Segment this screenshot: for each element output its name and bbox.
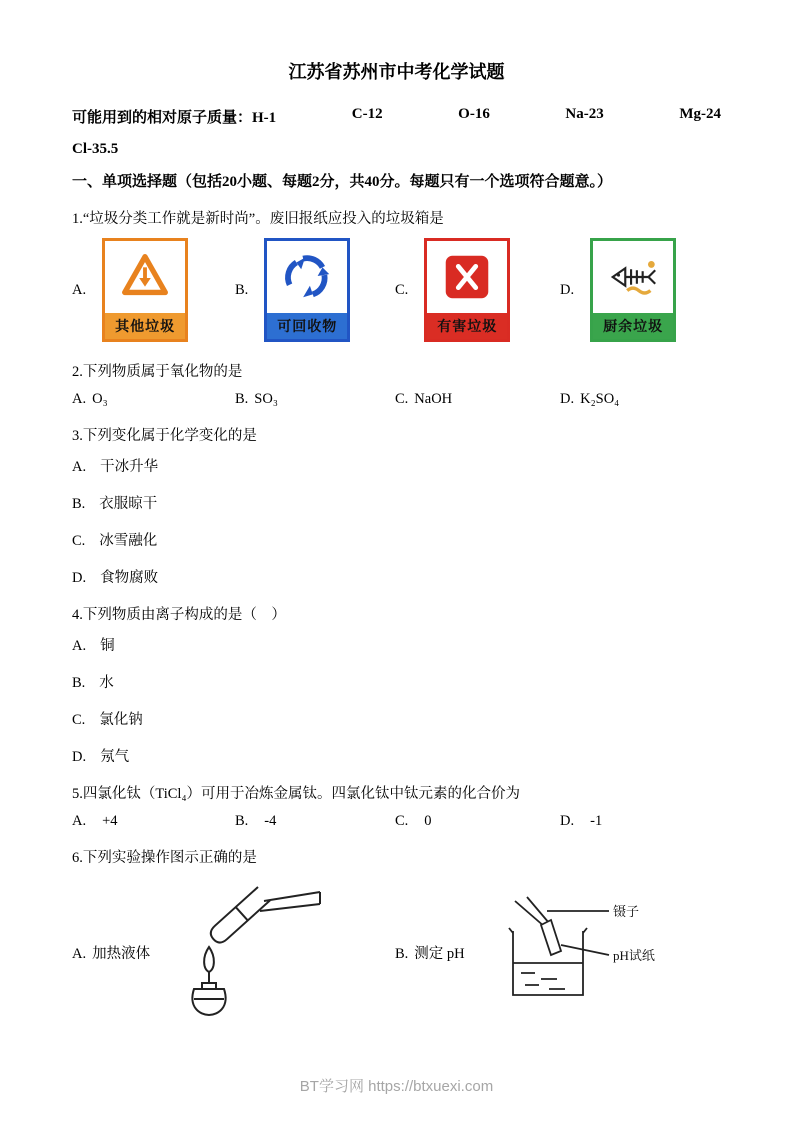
kitchen-waste-bin-image: [590, 238, 676, 342]
q1-option-a: [72, 238, 235, 342]
q4-option-a: [72, 634, 721, 655]
option-text: +4: [102, 813, 118, 829]
option-letter: D.: [72, 570, 87, 586]
option-text: O₃: [92, 391, 108, 407]
q4-option-b: [72, 671, 721, 692]
q6-option-b: [395, 877, 690, 1027]
option-letter: D.: [560, 391, 575, 407]
bin-label: 其他垃圾: [105, 313, 185, 339]
question-2-stem: 2.下列物质属于氧化物的是: [72, 364, 243, 380]
option-letter: B.: [72, 496, 86, 512]
question-4-stem: 4.下列物质由离子构成的是（ ）: [72, 607, 286, 623]
atomic-mass-cl: Cl-35.5: [72, 141, 119, 157]
atomic-mass-mg: Mg-24: [679, 106, 721, 122]
hazardous-waste-icon: [427, 241, 507, 313]
atomic-mass-o: O-16: [458, 106, 490, 122]
question-5-stem: 5.四氯化钛（TiCl₄）可用于冶炼金属钛。四氯化钛中钛元素的化合价为: [72, 786, 521, 802]
option-letter: B.: [235, 391, 249, 407]
bin-label: 可回收物: [267, 313, 347, 339]
recycle-icon: [267, 241, 347, 313]
option-text: NaOH: [414, 391, 453, 407]
tweezers-label: 镊子: [612, 903, 639, 919]
atomic-masses-line: [72, 106, 721, 127]
option-letter: C.: [395, 391, 409, 407]
q3-option-a: [72, 455, 721, 476]
recyclable-bin-image: [264, 238, 350, 342]
question-6-stem: 6.下列实验操作图示正确的是: [72, 850, 257, 866]
bin-label: 厨余垃圾: [593, 313, 673, 339]
q3-option-c: [72, 529, 721, 550]
q2-option-c: [395, 391, 560, 408]
atomic-mass-na: Na-23: [565, 106, 604, 122]
option-letter: A.: [72, 638, 87, 654]
option-letter: A.: [72, 391, 87, 407]
other-waste-icon: [105, 241, 185, 313]
option-letter: C.: [395, 813, 409, 829]
option-letter: D.: [560, 813, 575, 829]
other-waste-bin-image: [102, 238, 188, 342]
bin-label: 有害垃圾: [427, 313, 507, 339]
q6-option-b-label: [395, 942, 465, 963]
q6-option-a-label: [72, 942, 150, 963]
question-1-stem: 1.“垃圾分类工作就是新时尚”。废旧报纸应投入的垃圾箱是: [72, 211, 444, 227]
q1-option-c: [395, 238, 560, 342]
q3-option-b: [72, 492, 721, 513]
q1-option-b: [235, 238, 395, 342]
option-text: 衣服晾干: [99, 496, 158, 512]
watermark-link[interactable]: BT学习网 https://btxuexi.com: [299, 1078, 494, 1095]
ph-test-figure: [475, 895, 690, 1010]
option-text: 氯化钠: [99, 712, 143, 728]
q1-option-d: [560, 238, 721, 342]
option-letter: B.: [235, 281, 249, 298]
option-letter: A.: [72, 459, 87, 475]
option-text: 加热液体: [92, 945, 151, 962]
option-text: 氖气: [100, 749, 130, 765]
q5-option-d: [560, 813, 721, 830]
section-heading: 一、单项选择题（包括20小题、每题2分，共40分。每题只有一个选项符合题意。）: [72, 174, 613, 190]
question-1-options: [72, 238, 721, 342]
question-4-options: [72, 634, 721, 766]
question-3-options: [72, 455, 721, 587]
atomic-masses-prefix: 可能用到的相对原子质量：: [72, 110, 253, 126]
option-letter: A.: [72, 813, 87, 829]
q3-option-d: [72, 566, 721, 587]
q5-option-b: [235, 813, 395, 830]
q5-option-a: [72, 813, 235, 830]
option-text: 测定 pH: [414, 945, 465, 962]
option-letter: B.: [72, 675, 86, 691]
question-5-options: [72, 813, 721, 830]
hazardous-waste-bin-image: [424, 238, 510, 342]
page-title: 江苏省苏州市中考化学试题: [288, 62, 505, 82]
option-text: 冰雪融化: [99, 533, 158, 549]
q5-option-c: [395, 813, 560, 830]
option-text: 0: [424, 813, 432, 829]
ph-paper-label: pH试纸: [612, 947, 655, 963]
option-text: 水: [99, 675, 114, 691]
option-letter: B.: [395, 945, 409, 962]
option-text: 铜: [100, 638, 115, 654]
option-text: -4: [264, 813, 277, 829]
option-letter: A.: [72, 945, 87, 962]
option-letter: C.: [395, 281, 409, 298]
q2-option-b: [235, 391, 395, 408]
option-text: 食物腐败: [100, 570, 159, 586]
question-6-figures: [72, 877, 721, 1027]
option-text: -1: [590, 813, 603, 829]
q2-option-d: [560, 391, 721, 408]
atomic-mass-c: C-12: [351, 106, 383, 122]
option-text: SO₃: [254, 391, 278, 407]
heating-liquid-figure: [160, 877, 335, 1027]
option-letter: C.: [72, 712, 86, 728]
option-text: 干冰升华: [100, 459, 159, 475]
question-3-stem: 3.下列变化属于化学变化的是: [72, 428, 257, 444]
q2-option-a: [72, 391, 235, 408]
fish-bone-icon: [593, 241, 673, 313]
question-2-options: [72, 391, 721, 408]
q6-option-a: [72, 877, 395, 1027]
option-letter: D.: [72, 749, 87, 765]
option-letter: A.: [72, 281, 87, 298]
atomic-mass-h: H-1: [252, 110, 277, 126]
option-text: K₂SO₄: [580, 391, 620, 407]
q4-option-d: [72, 745, 721, 766]
atomic-masses-prefix-group: [72, 106, 276, 127]
option-letter: C.: [72, 533, 86, 549]
option-letter: D.: [560, 281, 575, 298]
site-watermark: [0, 1075, 793, 1096]
option-letter: B.: [235, 813, 249, 829]
q4-option-c: [72, 708, 721, 729]
